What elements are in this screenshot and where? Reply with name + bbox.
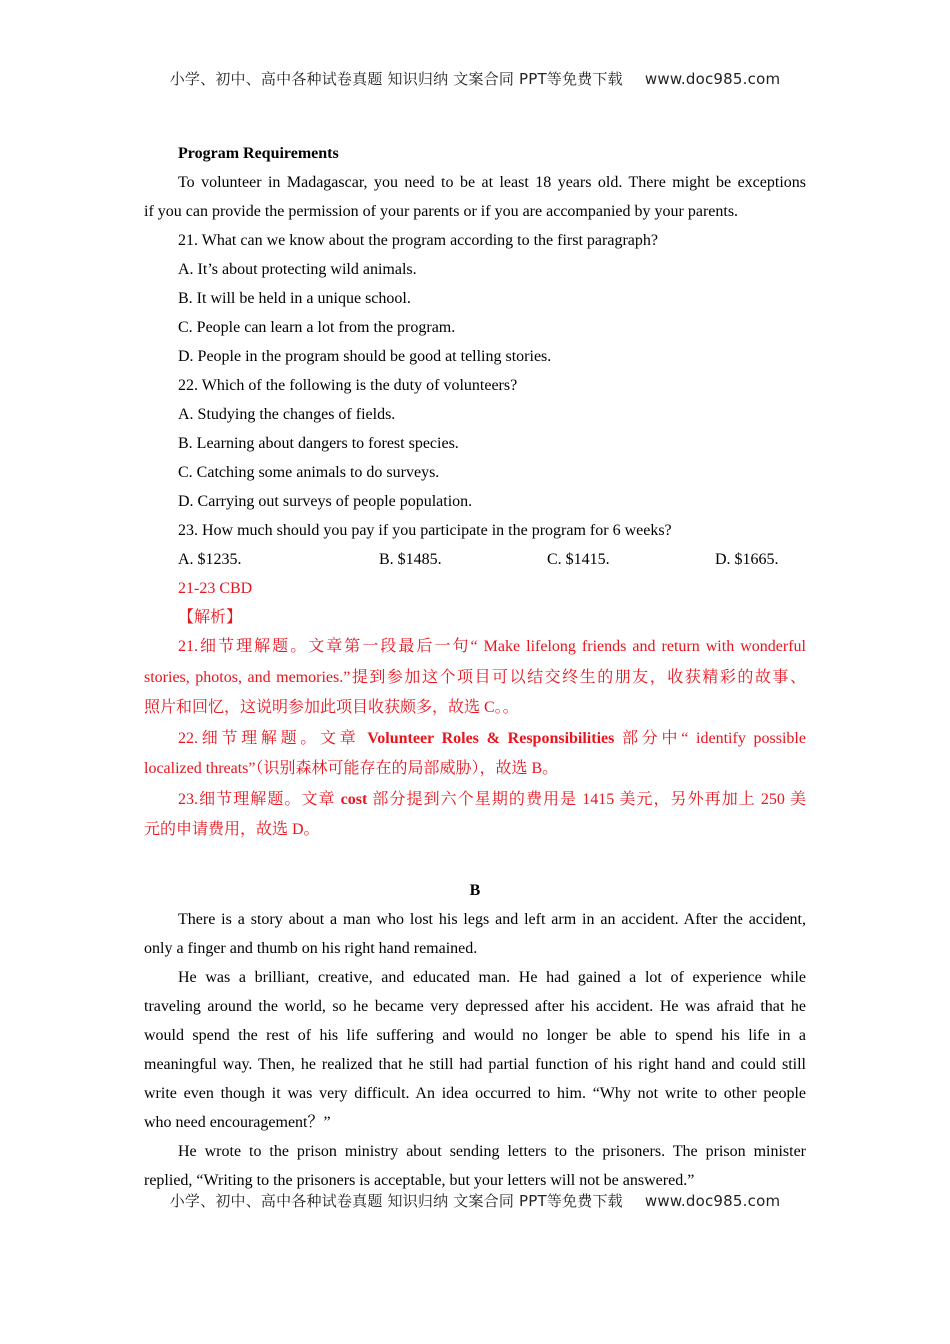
analysis-label: 【解析】 [178,609,243,626]
passage-line: would spend the rest of his life suffering and would no longer be able to spend his life in a [144,1026,806,1044]
question-21-option-a: A. It’s about protecting wild animals. [178,261,417,278]
passage-line: write even though it was very difficult. An idea occurred to him. “Why not write to other people [144,1084,806,1102]
passage-line: traveling around the world, so he became very depressed after his accident. He was afraid that he [144,997,806,1015]
explanation-23-text: 部分提到六个星期的费用是 1415 美元，另外再加上 250 美 [367,790,806,808]
question-21-stem: 21. What can we know about the program according to the first paragraph? [178,232,658,249]
explanation-23-line: 元的申请费用，故选 D。 [144,821,320,838]
question-22-stem: 22. Which of the following is the duty of volunteers? [178,377,518,394]
header-text: 小学、初中、高中各种试卷真题 知识归纳 文案合同 PPT等免费下载 [169,70,623,88]
explanation-21-line: 照片和回忆，这说明参加此项目收获颇多，故选 C。。 [144,699,519,716]
passage-line: There is a story about a man who lost his legs and left arm in an accident. After the accident, [178,910,806,928]
explanation-22-bold: Volunteer Roles & Responsibilities [367,729,615,747]
paragraph-line: To volunteer in Madagascar, you need to be at least 18 years old. There might be exceptions [178,174,806,191]
explanation-22-line [144,724,806,755]
passage-line: replied, “Writing to the prisoners is acceptable, but your letters will not be answered.” [144,1171,695,1189]
section-title: Program Requirements [178,145,339,162]
passage-line: meaningful way. Then, he realized that he still had partial function of his right hand and could still [144,1055,806,1073]
question-23-option-b: B. $1485. [379,551,442,568]
question-22-option-c: C. Catching some animals to do surveys. [178,464,440,481]
question-21-option-d: D. People in the program should be good at telling stories. [178,348,552,365]
paragraph-line: if you can provide the permission of your parents or if you are accompanied by your parents. [144,203,739,220]
explanation-21-line: stories, photos, and memories.”提到参加这个项目可以结交终生的朋友，收获精彩的故事、 [144,668,806,686]
passage-line: He wrote to the prison ministry about sending letters to the prisoners. The prison minister [178,1142,806,1160]
passage-line: only a finger and thumb on his right hand remained. [144,939,478,957]
explanation-21-line: 21.细节理解题。文章第一段最后一句“ Make lifelong friends and return with wonderful [178,638,806,655]
explanation-23-line [144,785,806,816]
page-header [0,68,950,89]
question-23-option-d: D. $1665. [715,551,779,568]
passage-line: He was a brilliant, creative, and educated man. He had gained a lot of experience while [178,968,806,986]
question-22-option-d: D. Carrying out surveys of people population. [178,493,473,510]
question-22-option-b: B. Learning about dangers to forest species. [178,435,459,452]
explanation-22-line: localized threats”（识别森林可能存在的局部威胁），故选 B。 [144,760,559,777]
section-b-heading: B [469,881,481,899]
question-23-option-c: C. $1415. [547,551,610,568]
explanation-22-text: 部分中“ identify possible [614,729,806,747]
question-23-options [144,545,806,574]
question-21-option-c: C. People can learn a lot from the program. [178,319,456,336]
page-footer [0,1190,950,1211]
explanation-23-bold: cost [340,790,368,808]
question-23-option-a: A. $1235. [178,551,242,568]
passage-line: who need encouragement？” [144,1113,331,1131]
header-site-link[interactable]: www.doc985.com [644,70,781,88]
footer-text: 小学、初中、高中各种试卷真题 知识归纳 文案合同 PPT等免费下载 [169,1192,623,1210]
question-22-option-a: A. Studying the changes of fields. [178,406,396,423]
explanation-23-text: 23.细节理解题。文章 [178,790,341,808]
question-23-stem: 23. How much should you pay if you participate in the program for 6 weeks? [178,522,672,539]
question-21-option-b: B. It will be held in a unique school. [178,290,411,307]
answer-key: 21-23 CBD [178,580,253,597]
document-body [144,139,806,1195]
footer-site-link[interactable]: www.doc985.com [644,1192,781,1210]
explanation-22-text: 22.细节理解题。文章 [178,729,368,747]
